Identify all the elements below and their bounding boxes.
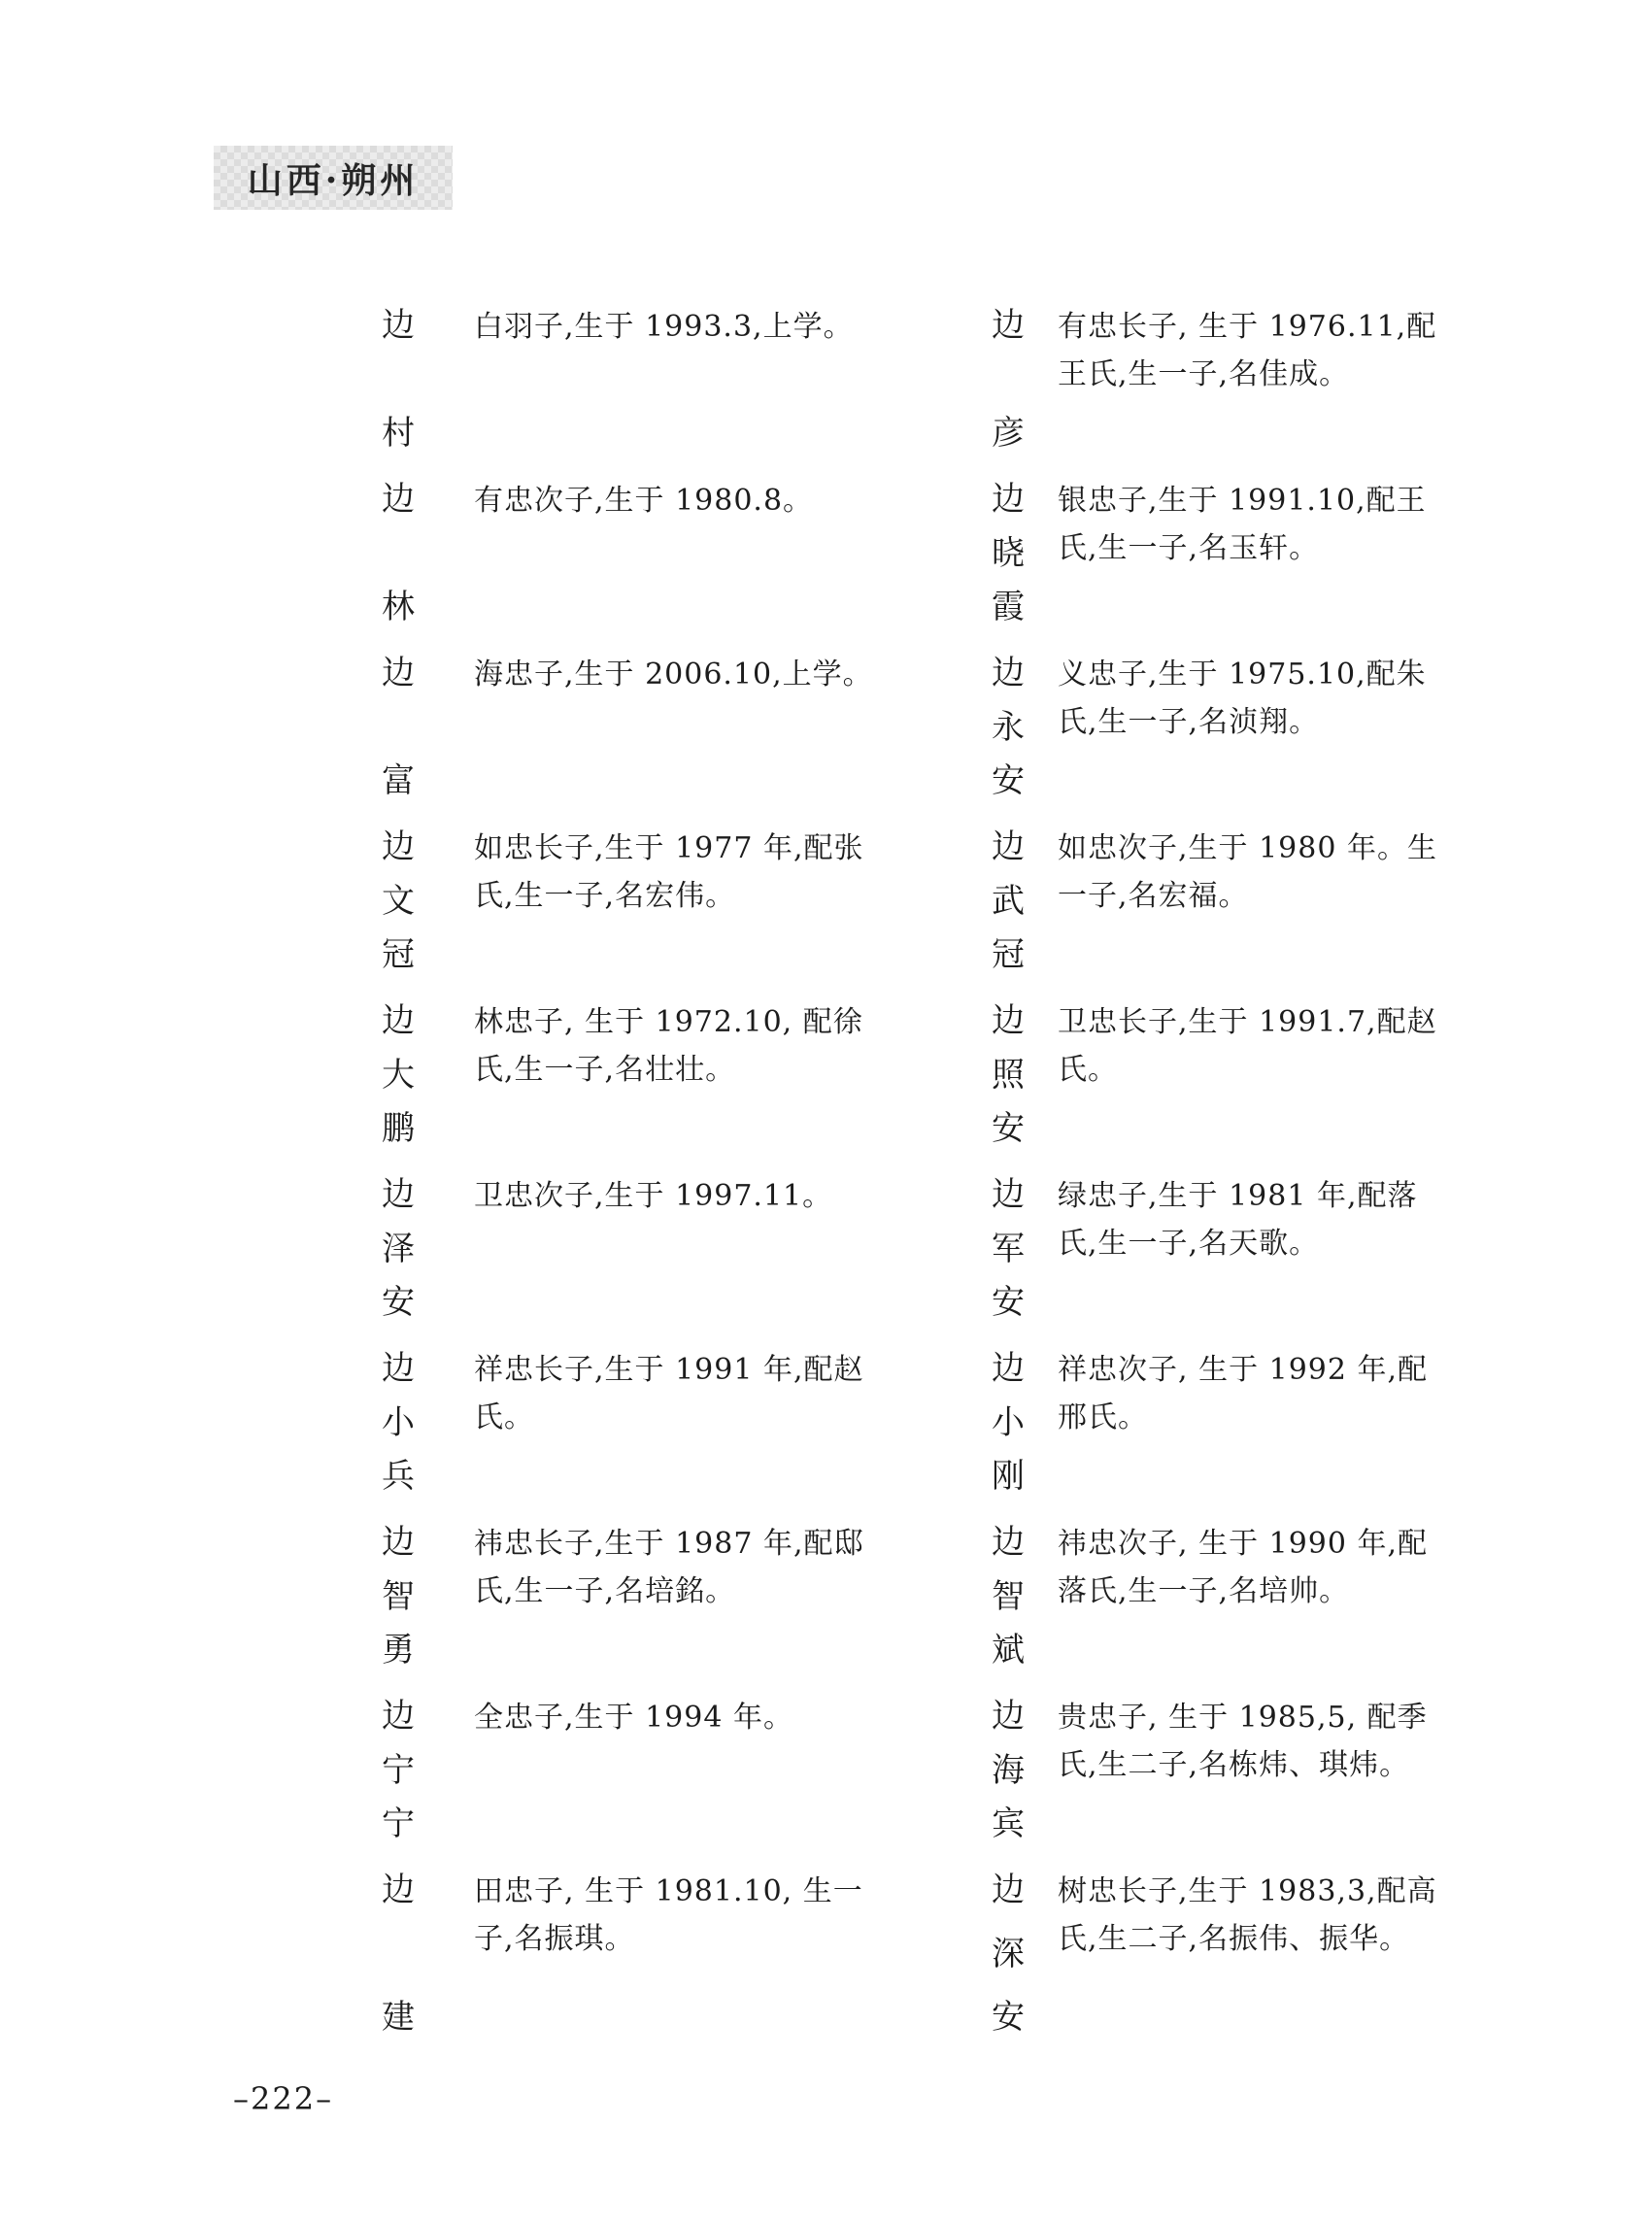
entry-text bbox=[1058, 825, 1437, 920]
entry-name bbox=[989, 1349, 1028, 1496]
entry-name-char: 勇 bbox=[382, 1631, 415, 1670]
entry-name-char: 边 bbox=[382, 654, 415, 692]
entry-text-line: 氏,生一子,名培銘。 bbox=[474, 1574, 736, 1608]
entry-name bbox=[989, 654, 1028, 800]
entry-name-char: 文 bbox=[382, 881, 415, 921]
entry-name-char: 斌 bbox=[992, 1631, 1025, 1670]
entry-name-char: 富 bbox=[382, 761, 415, 800]
entry-name-char: 大 bbox=[382, 1055, 415, 1095]
entry-text-line: 祥忠次子, 生于 1992 年,配 bbox=[1058, 1353, 1429, 1387]
region-header-badge: 山西·朔州 bbox=[214, 146, 453, 210]
entry-name-char: 武 bbox=[992, 881, 1025, 921]
entry-name-char: 边 bbox=[992, 1697, 1025, 1736]
entry-name bbox=[379, 1175, 418, 1322]
entry-name bbox=[379, 306, 418, 453]
entry-name bbox=[989, 1871, 1028, 2037]
entry-name-char: 安 bbox=[382, 1283, 415, 1322]
entry-name-char: 边 bbox=[382, 1523, 415, 1562]
entry-name-char: 兵 bbox=[382, 1457, 415, 1496]
entry-text bbox=[474, 825, 864, 920]
entry-text bbox=[474, 651, 873, 698]
entry-text bbox=[474, 998, 863, 1094]
entry-text-line: 氏,生一子,名玉轩。 bbox=[1058, 531, 1320, 565]
entry-text-line: 子,名振琪。 bbox=[474, 1922, 635, 1956]
entry-name bbox=[379, 480, 418, 626]
entry-text-line: 氏,生一子,名天歌。 bbox=[1058, 1227, 1320, 1261]
entry-name-char: 边 bbox=[382, 1697, 415, 1736]
entry-text bbox=[474, 477, 813, 524]
entry-name bbox=[379, 1871, 418, 2037]
entry-name-char: 刚 bbox=[992, 1457, 1025, 1496]
entry-text-line: 邢氏。 bbox=[1058, 1400, 1148, 1434]
entry-text-line: 落氏,生一子,名培帅。 bbox=[1058, 1574, 1350, 1608]
entry-name-char: 霞 bbox=[992, 588, 1025, 626]
entry-name-char: 泽 bbox=[382, 1229, 415, 1268]
entry-text bbox=[1058, 303, 1436, 398]
entry-name-char: 边 bbox=[992, 1523, 1025, 1562]
genealogy-entry bbox=[989, 306, 1445, 483]
entry-name bbox=[989, 827, 1028, 974]
entry-text-line: 祎忠次子, 生于 1990 年,配 bbox=[1058, 1527, 1429, 1561]
entry-name bbox=[989, 1523, 1028, 1670]
genealogy-entry bbox=[989, 480, 1445, 657]
genealogy-entry bbox=[989, 1349, 1445, 1526]
entry-name-char: 边 bbox=[992, 1349, 1025, 1388]
entry-text bbox=[1058, 1172, 1418, 1267]
entry-text bbox=[474, 1868, 863, 1963]
entry-name-char: 宁 bbox=[382, 1750, 415, 1790]
genealogy-entry bbox=[379, 480, 923, 657]
entry-name-char: 边 bbox=[992, 654, 1025, 692]
entry-name bbox=[379, 1349, 418, 1496]
genealogy-entry bbox=[989, 1873, 1445, 2047]
entry-text bbox=[1058, 1346, 1428, 1441]
entry-name-char: 建 bbox=[382, 1998, 415, 2037]
entry-text-line: 如忠次子,生于 1980 年。生 bbox=[1058, 831, 1437, 865]
entry-text-line: 绿忠子,生于 1981 年,配落 bbox=[1058, 1179, 1418, 1213]
entry-text bbox=[1058, 477, 1427, 572]
genealogy-column-right bbox=[989, 306, 1445, 2047]
entry-name bbox=[989, 480, 1028, 626]
genealogy-column-left bbox=[379, 306, 923, 2047]
entry-text bbox=[474, 1520, 864, 1615]
genealogy-entry bbox=[379, 1349, 923, 1526]
entry-text-line: 贵忠子, 生于 1985,5, 配季 bbox=[1058, 1701, 1428, 1735]
genealogy-entry bbox=[379, 1001, 923, 1178]
entry-text-line: 海忠子,生于 2006.10,上学。 bbox=[474, 658, 873, 691]
entry-name bbox=[989, 1001, 1028, 1148]
entry-text-line: 卫忠长子,生于 1991.7,配赵 bbox=[1058, 1005, 1437, 1039]
entry-text-line: 祎忠长子,生于 1987 年,配邸 bbox=[474, 1527, 864, 1561]
entry-name-char: 宁 bbox=[382, 1804, 415, 1843]
entry-text-line: 有忠次子,生于 1980.8。 bbox=[474, 484, 814, 518]
entry-name bbox=[379, 1523, 418, 1670]
entry-name-char: 智 bbox=[382, 1576, 415, 1616]
entry-text-line: 全忠子,生于 1994 年。 bbox=[474, 1701, 793, 1735]
entry-name bbox=[989, 306, 1028, 453]
genealogy-entry bbox=[379, 1175, 923, 1352]
entry-name-char: 边 bbox=[382, 480, 415, 519]
entry-name-char: 安 bbox=[992, 1109, 1025, 1148]
entry-name-char: 军 bbox=[992, 1229, 1025, 1268]
entry-text-line: 白羽子,生于 1993.3,上学。 bbox=[474, 310, 854, 344]
entry-name-char: 边 bbox=[382, 827, 415, 866]
entry-name-char: 边 bbox=[992, 1001, 1025, 1040]
entry-text bbox=[1058, 651, 1427, 746]
entry-name-char: 边 bbox=[992, 1175, 1025, 1214]
entry-text bbox=[1058, 1694, 1428, 1789]
entry-name-char: 照 bbox=[992, 1055, 1025, 1095]
entry-text-line: 氏,生二子,名栋炜、琪炜。 bbox=[1058, 1748, 1410, 1782]
entry-name-char: 宾 bbox=[992, 1804, 1025, 1843]
entry-text-line: 有忠长子, 生于 1976.11,配 bbox=[1058, 310, 1437, 344]
entry-text-line: 银忠子,生于 1991.10,配王 bbox=[1058, 484, 1427, 518]
genealogy-entry bbox=[379, 1873, 923, 2047]
entry-text-line: 如忠长子,生于 1977 年,配张 bbox=[474, 831, 864, 865]
entry-name-char: 冠 bbox=[382, 935, 415, 974]
entry-name-char: 村 bbox=[382, 414, 415, 453]
entry-text-line: 氏,生一子,名壮壮。 bbox=[474, 1053, 736, 1087]
entry-text-line: 氏,生一子,名宏伟。 bbox=[474, 879, 736, 913]
entry-text bbox=[474, 303, 854, 351]
genealogy-entry bbox=[989, 654, 1445, 830]
entry-text-line: 一子,名宏福。 bbox=[1058, 879, 1249, 913]
entry-text-line: 祥忠长子,生于 1991 年,配赵 bbox=[474, 1353, 864, 1387]
genealogy-entry bbox=[379, 827, 923, 1004]
entry-name-char: 彦 bbox=[992, 414, 1025, 453]
genealogy-entry bbox=[379, 1523, 923, 1700]
entry-text-line: 义忠子,生于 1975.10,配朱 bbox=[1058, 658, 1427, 691]
entry-name-char: 鹏 bbox=[382, 1109, 415, 1148]
entry-text-line: 树忠长子,生于 1983,3,配高 bbox=[1058, 1874, 1437, 1908]
entry-text-line: 王氏,生一子,名佳成。 bbox=[1058, 357, 1350, 391]
entry-text bbox=[1058, 1868, 1437, 1963]
entry-name-char: 边 bbox=[382, 1349, 415, 1388]
genealogy-entry bbox=[379, 1697, 923, 1873]
entry-name-char: 边 bbox=[382, 306, 415, 345]
entry-name-char: 安 bbox=[992, 1998, 1025, 2037]
entry-name-char: 边 bbox=[992, 306, 1025, 345]
entry-name-char: 边 bbox=[992, 1871, 1025, 1909]
page-number: –222– bbox=[233, 2080, 334, 2117]
entry-name-char: 晓 bbox=[992, 533, 1025, 573]
entry-text bbox=[1058, 1520, 1428, 1615]
entry-text bbox=[474, 1346, 864, 1441]
genealogy-entry bbox=[989, 1697, 1445, 1873]
entry-name bbox=[989, 1175, 1028, 1322]
entry-name bbox=[379, 827, 418, 974]
entry-text-line: 氏,生一子,名浈翔。 bbox=[1058, 705, 1320, 739]
entry-name-char: 冠 bbox=[992, 935, 1025, 974]
entry-name bbox=[379, 654, 418, 800]
entry-name-char: 小 bbox=[382, 1402, 415, 1442]
entry-text-line: 氏,生二子,名振伟、振华。 bbox=[1058, 1922, 1410, 1956]
entry-text bbox=[1058, 998, 1437, 1094]
entry-name-char: 小 bbox=[992, 1402, 1025, 1442]
entry-text bbox=[474, 1172, 832, 1220]
entry-name bbox=[989, 1697, 1028, 1843]
entry-name-char: 林 bbox=[382, 588, 415, 626]
entry-text-line: 卫忠次子,生于 1997.11。 bbox=[474, 1179, 833, 1213]
entry-name-char: 边 bbox=[382, 1871, 415, 1909]
entry-name-char: 安 bbox=[992, 761, 1025, 800]
genealogy-entry bbox=[989, 827, 1445, 1004]
entry-name-char: 边 bbox=[382, 1001, 415, 1040]
entry-name-char: 边 bbox=[992, 827, 1025, 866]
entry-name-char: 永 bbox=[992, 707, 1025, 747]
entry-name-char: 海 bbox=[992, 1750, 1025, 1790]
entry-name bbox=[379, 1697, 418, 1843]
genealogy-entry bbox=[989, 1175, 1445, 1352]
entry-text-line: 氏。 bbox=[1058, 1053, 1118, 1087]
entry-text-line: 林忠子, 生于 1972.10, 配徐 bbox=[474, 1005, 863, 1039]
entry-text-line: 田忠子, 生于 1981.10, 生一 bbox=[474, 1874, 863, 1908]
genealogy-entry bbox=[379, 306, 923, 483]
entry-name bbox=[379, 1001, 418, 1148]
entry-text bbox=[474, 1694, 793, 1741]
genealogy-entry bbox=[989, 1523, 1445, 1700]
entry-name-char: 安 bbox=[992, 1283, 1025, 1322]
entry-name-char: 边 bbox=[382, 1175, 415, 1214]
entry-name-char: 深 bbox=[992, 1934, 1025, 1973]
genealogy-entry bbox=[379, 654, 923, 830]
genealogy-entry bbox=[989, 1001, 1445, 1178]
entry-text-line: 氏。 bbox=[474, 1400, 534, 1434]
entry-name-char: 智 bbox=[992, 1576, 1025, 1616]
entry-name-char: 边 bbox=[992, 480, 1025, 519]
